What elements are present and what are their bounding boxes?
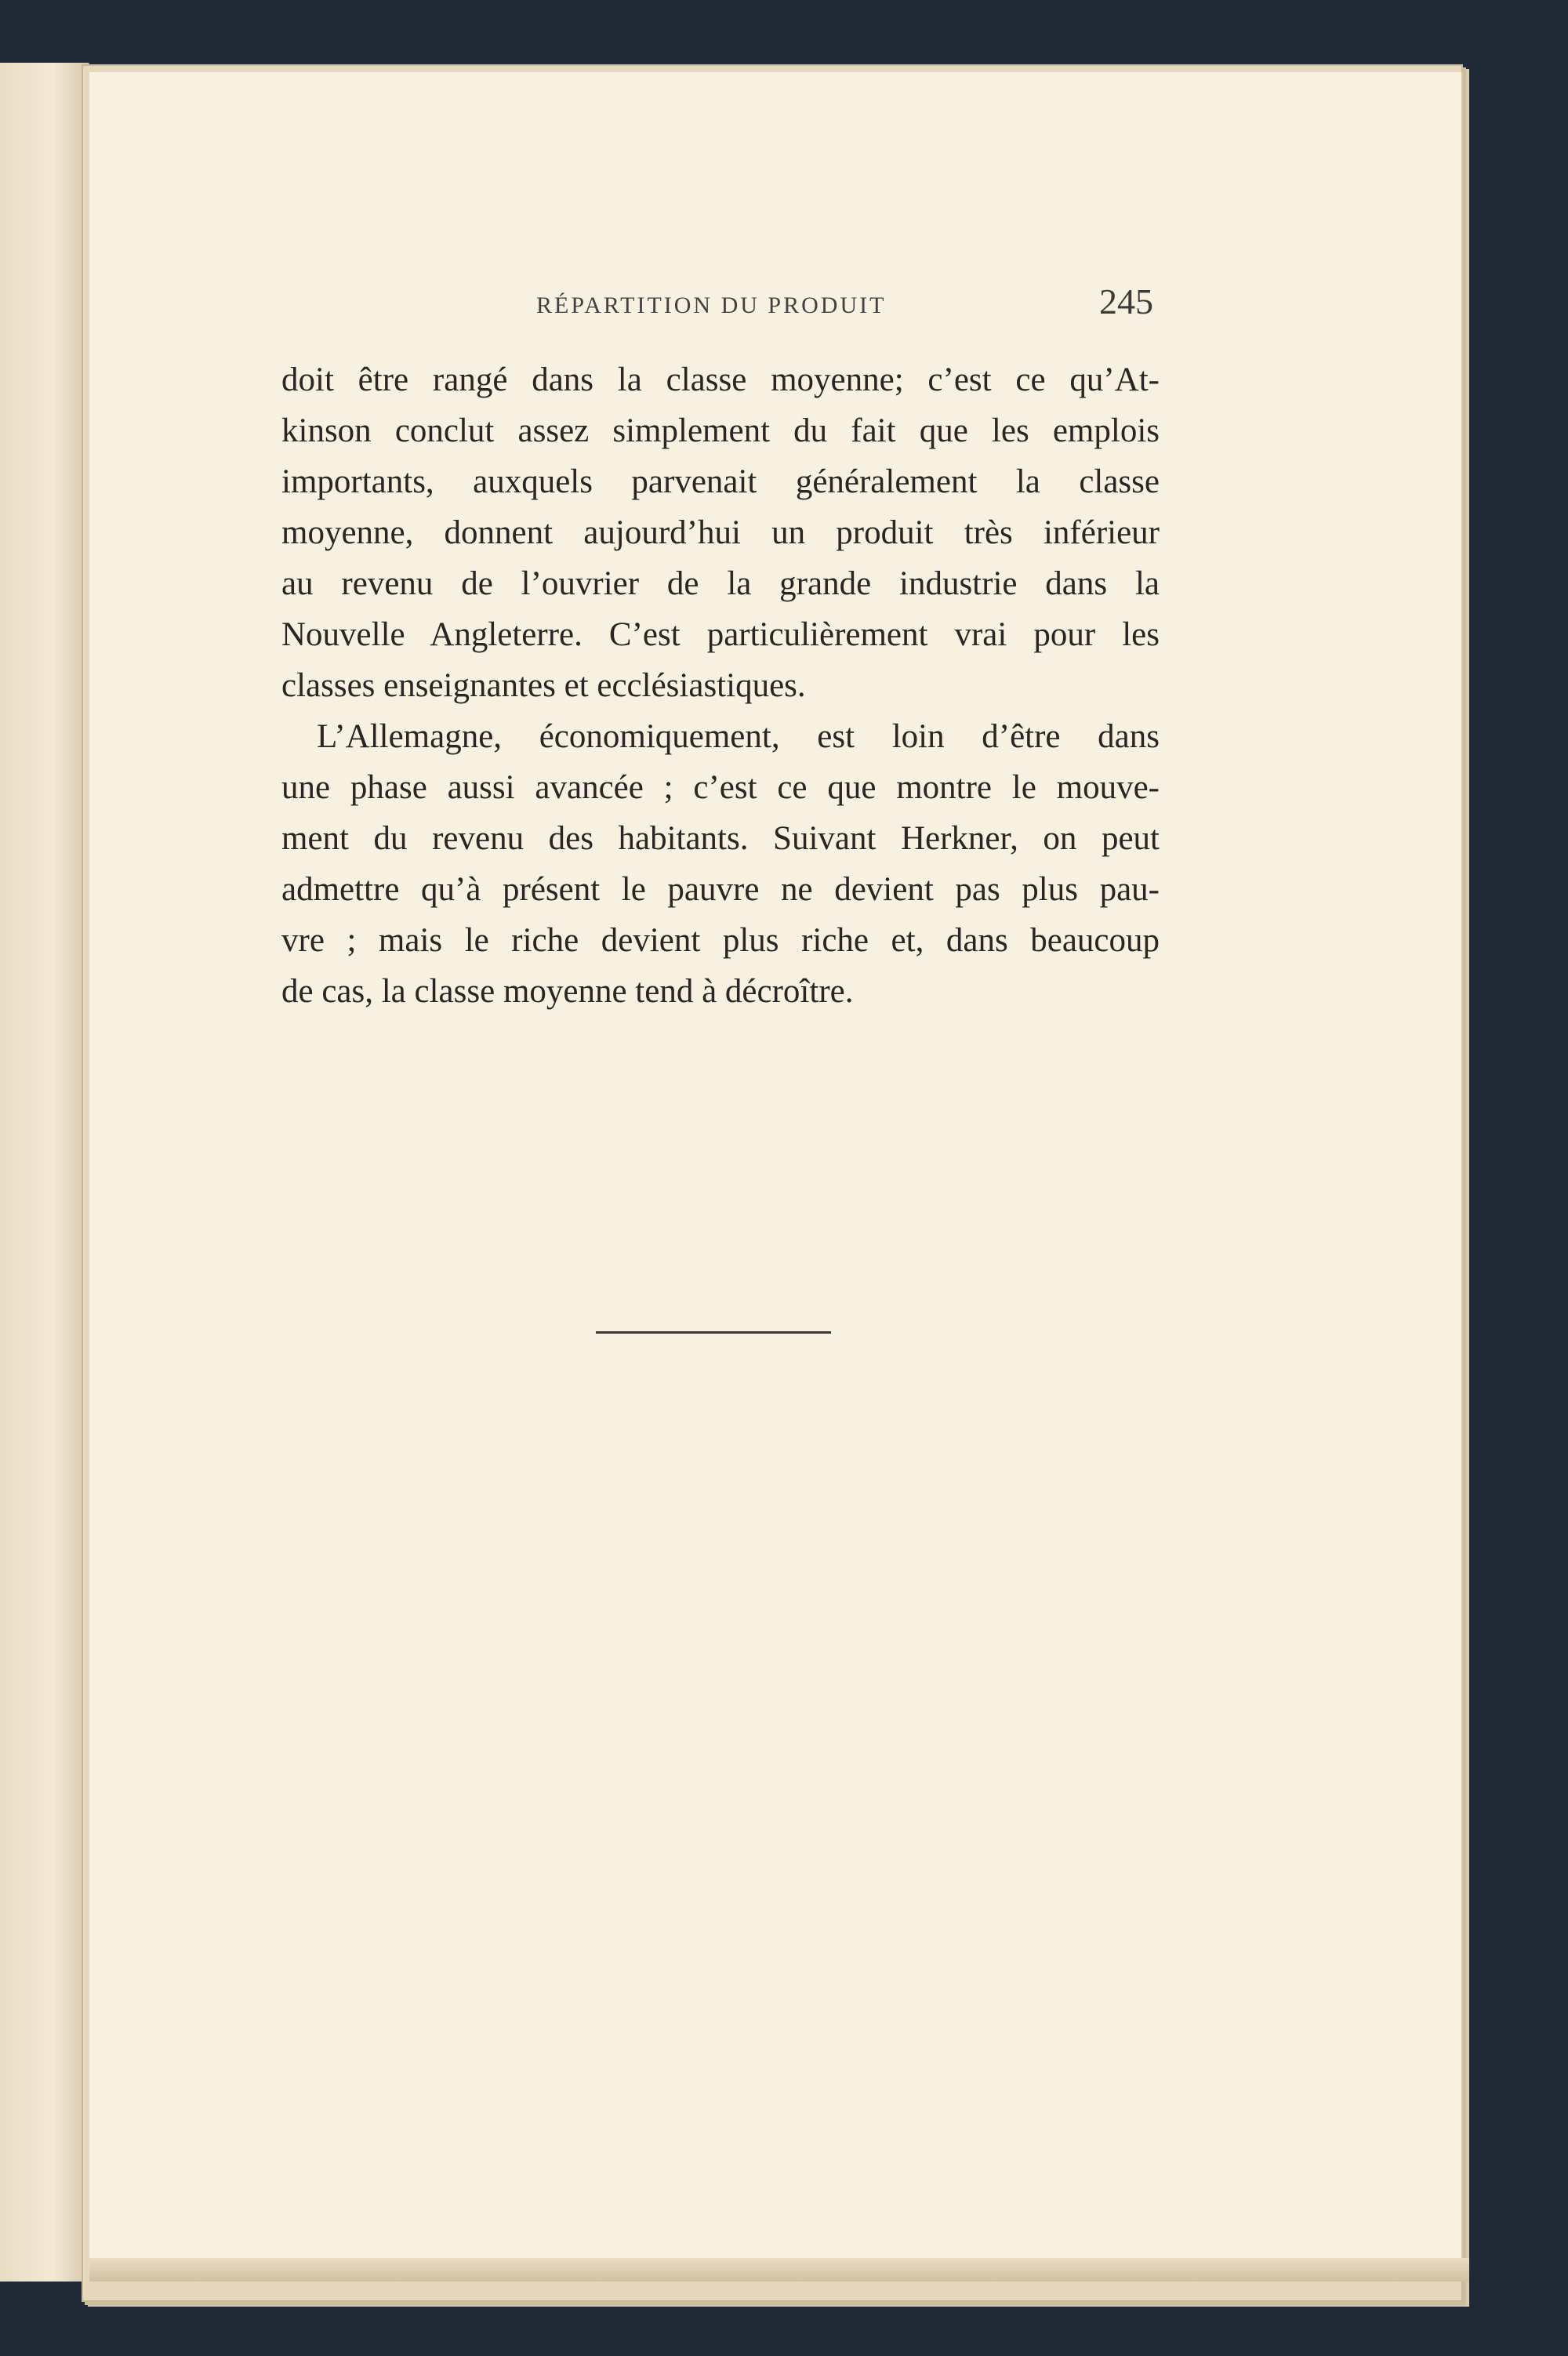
text-line: une phase aussi avancée ; c’est ce que montre le mouve- <box>281 769 1160 806</box>
page-bottom-edge <box>89 2258 1469 2282</box>
text-line: ment du revenu des habitants. Suivant Herkner, on peut <box>281 820 1160 857</box>
text-line: importants, auxquels parvenait généralement la classe <box>281 463 1160 500</box>
facing-page-edge <box>0 63 89 2282</box>
text-line: classes enseignantes et ecclésiastiques. <box>281 667 806 704</box>
text-line: de cas, la classe moyenne tend à décroître. <box>281 973 854 1010</box>
text-line: admettre qu’à présent le pauvre ne devient pas plus pau- <box>281 871 1160 908</box>
running-head: RÉPARTITION DU PRODUIT <box>536 292 887 318</box>
text-line: doit être rangé dans la classe moyenne; c’est ce qu’At- <box>281 361 1160 398</box>
text-line: vre ; mais le riche devient plus riche et, dans beaucoup <box>281 922 1160 959</box>
text-line: Nouvelle Angleterre. C’est particulièrement vrai pour les <box>281 616 1160 653</box>
text-line: kinson conclut assez simplement du fait que les emplois <box>281 412 1160 449</box>
text-line: moyenne, donnent aujourd’hui un produit très inférieur <box>281 514 1160 551</box>
section-end-rule <box>596 1331 831 1334</box>
text-line: au revenu de l’ouvrier de la grande industrie dans la <box>281 565 1160 602</box>
text-line: L’Allemagne, économiquement, est loin d’être dans <box>317 718 1160 755</box>
body-text <box>281 354 1160 1017</box>
page-number: 245 <box>1099 281 1153 321</box>
